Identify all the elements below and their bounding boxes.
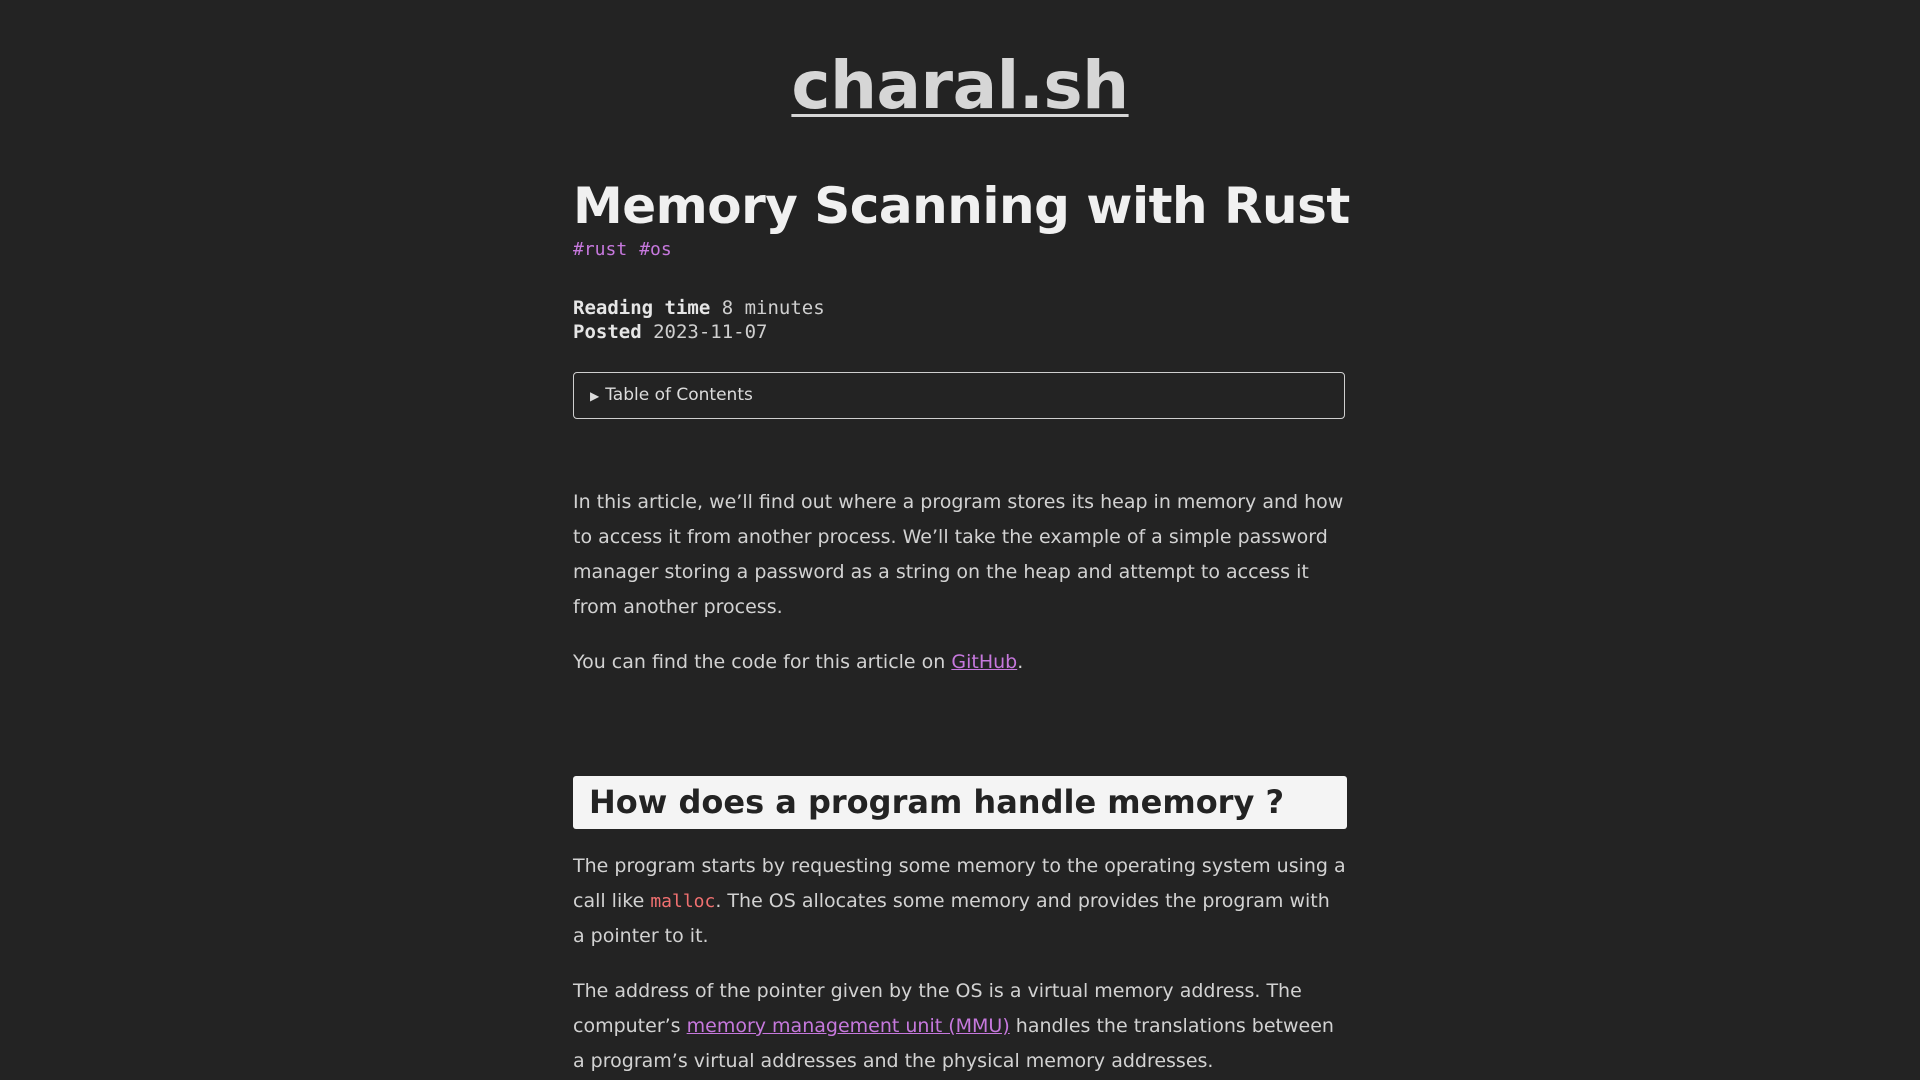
expand-triangle-icon: ▶ [590, 389, 600, 403]
posted-value: 2023-11-07 [653, 321, 768, 343]
github-link[interactable]: GitHub [951, 651, 1018, 673]
code-link-suffix: . [1017, 651, 1024, 673]
reading-time [573, 296, 825, 320]
toc-label: Table of Contents [605, 385, 753, 405]
posted-label: Posted [573, 321, 642, 343]
tag-list [573, 238, 684, 262]
reading-time-value: 8 minutes [721, 297, 825, 319]
code-link-paragraph [573, 645, 1347, 680]
post-meta [573, 296, 825, 344]
memory-paragraph-2 [573, 974, 1347, 1079]
malloc-inline-code: malloc [650, 891, 716, 912]
reading-time-label: Reading time [573, 297, 711, 319]
tag-os[interactable]: #os [639, 239, 672, 260]
mmu-link[interactable]: memory management unit (MMU) [686, 1015, 1010, 1037]
site-title [0, 44, 1920, 128]
memory-p2-text-a: The address of the pointer given by the OS is a virtual memory address. The computer’s [573, 980, 1302, 1037]
site-home-link[interactable]: charal.sh [791, 47, 1129, 124]
memory-paragraph-1 [573, 849, 1347, 954]
table-of-contents-toggle[interactable] [573, 372, 1345, 419]
memory-p1-text-a: The program starts by requesting some memory to the operating system using a call like [573, 855, 1346, 912]
section-heading: How does a program handle memory ? [573, 776, 1347, 829]
memory-p2-text-b: handles the translations between a program’s virtual addresses and the physical memory addresses. [573, 1015, 1334, 1072]
intro-paragraph: In this article, we’ll find out where a program stores its heap in memory and how to access it from another process. We’ll take the example of a simple password manager storing a password as a string on the heap and attempt to access it from another process. [573, 491, 1344, 618]
memory-p1-text-b: . The OS allocates some memory and provides the program with a pointer to it. [573, 890, 1330, 947]
post-title: Memory Scanning with Rust [573, 177, 1350, 235]
posted-date [573, 320, 825, 344]
code-link-prefix: You can find the code for this article on [573, 651, 952, 673]
tag-rust[interactable]: #rust [573, 239, 628, 260]
